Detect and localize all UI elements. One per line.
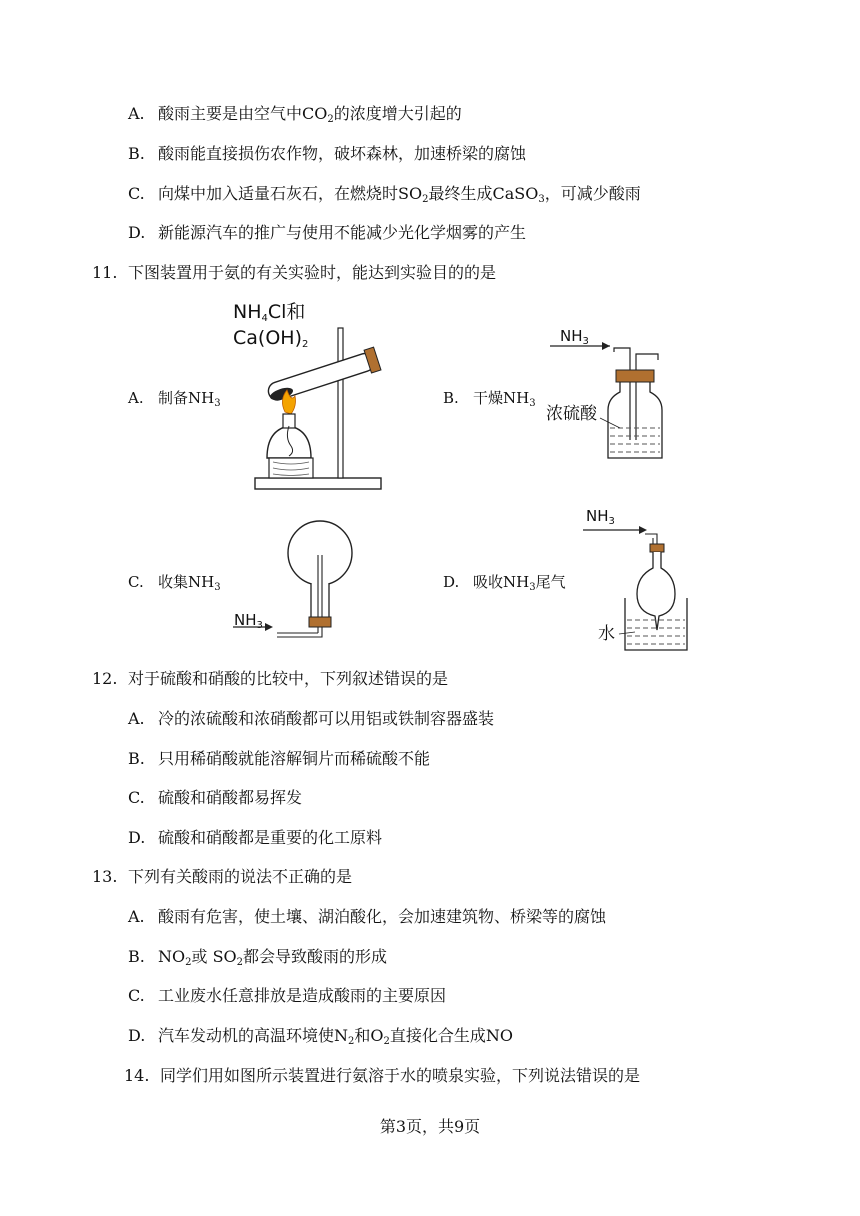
q11-figure-d-apparatus	[575, 520, 695, 660]
q13-option-b: B. $NO_2$或 $SO_2$都会导致酸雨的形成	[128, 947, 388, 968]
q11-figure-b-caption: B. 干燥$NH_3$	[443, 389, 536, 409]
q11-figure-b-apparatus	[550, 340, 670, 465]
q11-figure-c-caption: C. 收集$NH_3$	[128, 573, 221, 593]
q11-figure-a-reagent2: $Ca(OH)_2$	[233, 327, 309, 350]
q11-figure-d-liquid-label: 水	[598, 624, 615, 644]
q13-option-a: A. 酸雨有危害，使土壤、湖泊酸化，会加速建筑物、桥梁等的腐蚀	[128, 907, 607, 926]
q13-option-d: D. 汽车发动机的高温环境使$N_2$和$O_2$直接化合生成NO	[128, 1026, 514, 1047]
q11-figure-c-apparatus	[225, 515, 365, 645]
q10-option-c: C. 向煤中加入适量石灰石，在燃烧时$SO_2$最终生成CaSO$_3$，可减少酸雨	[128, 184, 641, 205]
q11-figure-d-caption: D. 吸收$NH_3$尾气	[443, 573, 566, 593]
q10-option-d: D. 新能源汽车的推广与使用不能减少光化学烟雾的产生	[128, 223, 527, 242]
q12-option-c: C. 硫酸和硝酸都易挥发	[128, 788, 303, 807]
q14-stem: 14. 同学们用如图所示装置进行氨溶于水的喷泉实验，下列说法错误的是	[124, 1066, 641, 1085]
q12-option-d: D. 硫酸和硝酸都是重要的化工原料	[128, 828, 383, 847]
q12-option-b: B. 只用稀硝酸就能溶解铜片而稀硫酸不能	[128, 749, 431, 768]
q11-figure-a-reagent1: $NH_4Cl$和	[233, 301, 306, 324]
q12-option-a: A. 冷的浓硫酸和浓硝酸都可以用铝或铁制容器盛装	[128, 709, 495, 728]
q11-figure-b-gas-label: $NH_3$	[560, 327, 589, 347]
q10-option-a: A. 酸雨主要是由空气中$CO_2$的浓度增大引起的	[128, 104, 462, 125]
q11-stem: 11. 下图装置用于氨的有关实验时，能达到实验目的的是	[92, 263, 497, 282]
q13-stem: 13. 下列有关酸雨的说法不正确的是	[92, 867, 353, 886]
q10-option-b: B. 酸雨能直接损伤农作物，破坏森林，加速桥梁的腐蚀	[128, 144, 527, 163]
q11-figure-d-gas-label: $NH_3$	[586, 507, 615, 527]
q11-figure-a-apparatus	[245, 300, 405, 500]
q11-figure-a-caption: A. 制备$NH_3$	[128, 389, 221, 409]
q13-option-c: C. 工业废水任意排放是造成酸雨的主要原因	[128, 986, 447, 1005]
q12-stem: 12. 对于硫酸和硝酸的比较中，下列叙述错误的是	[92, 669, 449, 688]
page-footer: 第3页，共9页	[379, 1117, 481, 1136]
q11-figure-b-liquid-label: 浓硫酸	[546, 404, 597, 424]
q11-figure-c-gas-label: $NH_3$	[234, 611, 263, 631]
